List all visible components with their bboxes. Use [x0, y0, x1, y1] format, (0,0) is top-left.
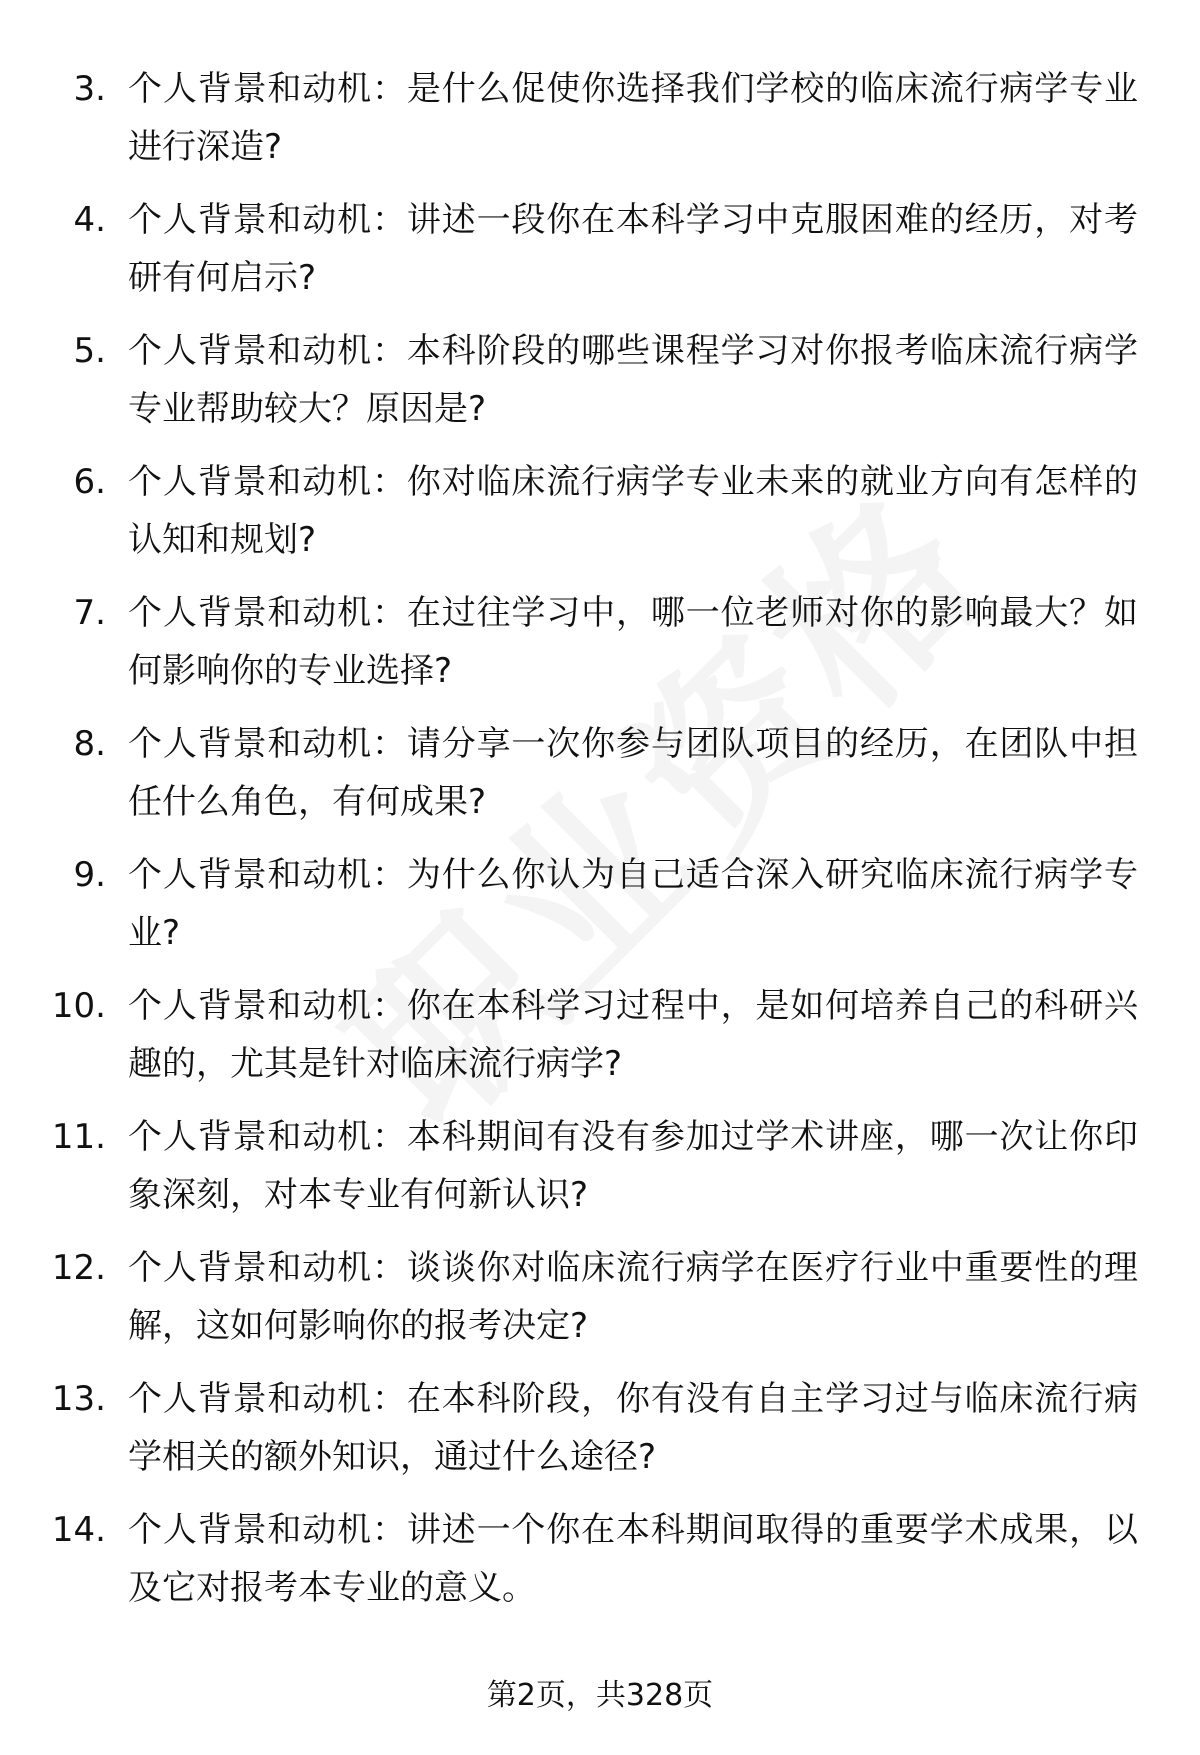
question-item — [0, 1501, 1200, 1632]
question-text: 个人背景和动机：讲述一个你在本科期间取得的重要学术成果，以及它对报考本专业的意义。 — [128, 1510, 1138, 1608]
question-item — [0, 715, 1200, 846]
question-list — [0, 60, 1200, 1632]
question-number: 8. — [73, 724, 106, 764]
question-text: 个人背景和动机：是什么促使你选择我们学校的临床流行病学专业进行深造? — [128, 69, 1138, 167]
question-item — [0, 1239, 1200, 1370]
question-item — [0, 191, 1200, 322]
question-text: 个人背景和动机：本科期间有没有参加过学术讲座，哪一次让你印象深刻，对本专业有何新认识? — [128, 1117, 1138, 1215]
question-number: 4. — [73, 200, 106, 240]
question-number: 7. — [73, 593, 106, 633]
question-item — [0, 846, 1200, 977]
question-item — [0, 1370, 1200, 1501]
question-number: 10. — [51, 986, 106, 1026]
question-number: 12. — [51, 1248, 106, 1288]
page-number-label: 第2页，共328页 — [486, 1678, 714, 1713]
question-item — [0, 60, 1200, 191]
question-text: 个人背景和动机：讲述一段你在本科学习中克服困难的经历，对考研有何启示? — [128, 200, 1138, 298]
question-number: 3. — [73, 69, 106, 109]
question-item — [0, 1108, 1200, 1239]
question-text: 个人背景和动机：你对临床流行病学专业未来的就业方向有怎样的认知和规划? — [128, 462, 1138, 560]
question-text: 个人背景和动机：请分享一次你参与团队项目的经历，在团队中担任什么角色，有何成果? — [128, 724, 1138, 822]
question-number: 11. — [51, 1117, 106, 1157]
question-number: 14. — [51, 1510, 106, 1550]
question-number: 13. — [51, 1379, 106, 1419]
question-item — [0, 977, 1200, 1108]
question-text: 个人背景和动机：本科阶段的哪些课程学习对你报考临床流行病学专业帮助较大？原因是? — [128, 331, 1138, 429]
page-footer — [0, 1676, 1200, 1716]
question-number: 5. — [73, 331, 106, 371]
question-item — [0, 584, 1200, 715]
question-text: 个人背景和动机：在过往学习中，哪一位老师对你的影响最大？如何影响你的专业选择? — [128, 593, 1138, 691]
question-text: 个人背景和动机：为什么你认为自己适合深入研究临床流行病学专业? — [128, 855, 1138, 953]
question-item — [0, 453, 1200, 584]
question-text: 个人背景和动机：谈谈你对临床流行病学在医疗行业中重要性的理解，这如何影响你的报考决定? — [128, 1248, 1138, 1346]
question-number: 6. — [73, 462, 106, 502]
question-number: 9. — [73, 855, 106, 895]
question-text: 个人背景和动机：在本科阶段，你有没有自主学习过与临床流行病学相关的额外知识，通过什么途径? — [128, 1379, 1138, 1477]
question-item — [0, 322, 1200, 453]
question-text: 个人背景和动机：你在本科学习过程中，是如何培养自己的科研兴趣的，尤其是针对临床流行病学? — [128, 986, 1138, 1084]
